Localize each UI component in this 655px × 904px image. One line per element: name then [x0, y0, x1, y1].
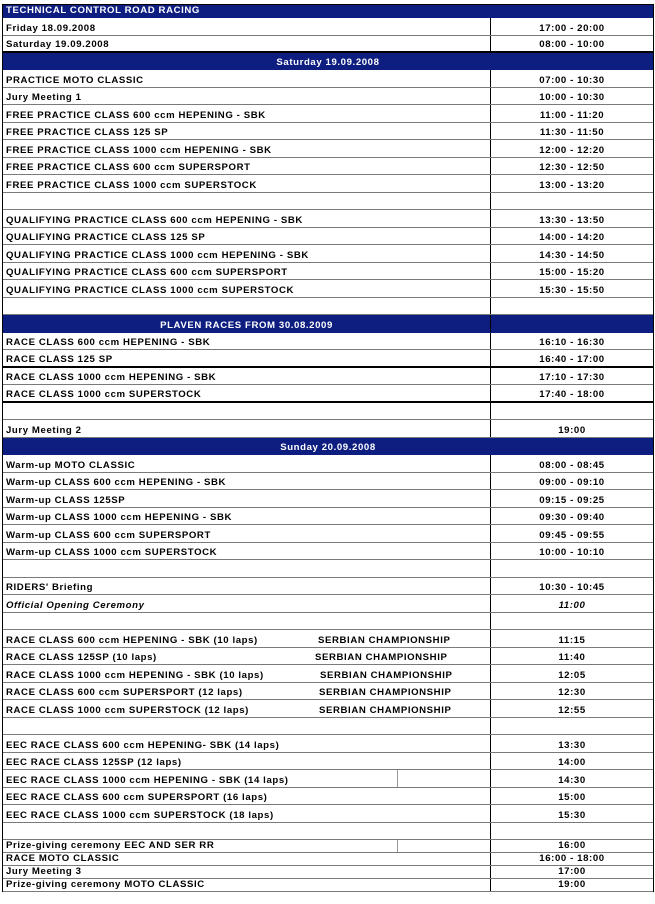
event-label: RACE CLASS 1000 ccm HEPENING - SBK: [6, 372, 217, 383]
time-cell: 11:30 - 11:50: [539, 127, 605, 138]
table-row: [3, 123, 653, 140]
time-cell: 11:00 - 11:20: [539, 110, 605, 121]
event-cell: [3, 683, 491, 699]
event-cell: [3, 245, 491, 262]
time-cell: 19:00: [558, 879, 586, 890]
section-header-row: [3, 438, 653, 455]
table-row: [3, 560, 653, 578]
event-cell: [3, 455, 491, 472]
event-cell: [3, 18, 491, 35]
event-label: FREE PRACTICE CLASS 600 ccm SUPERSPORT: [6, 162, 251, 173]
time-cell: 07:00 - 10:30: [539, 75, 605, 86]
event-cell: [3, 613, 491, 629]
championship-label: SERBIAN CHAMPIONSHIP: [315, 652, 448, 663]
event-cell: [3, 753, 491, 769]
time-cell: 16:10 - 16:30: [539, 337, 605, 348]
table-row: [3, 473, 653, 490]
event-cell: [3, 228, 491, 244]
table-row: [3, 613, 653, 630]
table-row: [3, 105, 653, 123]
time-cell: 15:00 - 15:20: [539, 267, 605, 278]
table-row: [3, 683, 653, 700]
event-cell: [3, 53, 653, 69]
event-label: FREE PRACTICE CLASS 125 SP: [6, 127, 169, 138]
event-label: RACE CLASS 600 ccm HEPENING - SBK (10 laps): [6, 635, 258, 646]
event-label: EEC RACE CLASS 600 ccm SUPERSPORT (16 laps): [6, 792, 268, 803]
event-cell: [3, 648, 491, 664]
event-label: Saturday 19.09.2008: [6, 39, 110, 50]
time-cell: 16:00 - 18:00: [539, 853, 605, 864]
event-cell: [3, 543, 491, 559]
time-cell: 15:30: [558, 810, 586, 821]
time-cell: 11:00: [558, 600, 586, 611]
time-cell: 14:00 - 14:20: [539, 232, 605, 243]
event-cell: [3, 280, 491, 297]
time-cell: 13:30 - 13:50: [539, 215, 605, 226]
table-row: [3, 866, 653, 879]
event-label: Jury Meeting 2: [6, 425, 82, 436]
event-cell: [3, 770, 491, 787]
event-label: RIDERS' Briefing: [6, 582, 94, 593]
event-label: RACE CLASS 1000 ccm HEPENING - SBK (10 laps): [6, 670, 264, 681]
championship-label: SERBIAN CHAMPIONSHIP: [319, 687, 452, 698]
table-row: [3, 88, 653, 105]
event-cell: [3, 805, 491, 822]
time-cell: 16:40 - 17:00: [539, 354, 605, 365]
event-label: Friday 18.09.2008: [6, 23, 96, 34]
event-cell: [3, 158, 491, 174]
championship-label: SERBIAN CHAMPIONSHIP: [319, 705, 452, 716]
table-row: [3, 280, 653, 298]
table-row: [3, 385, 653, 403]
time-cell: 11:15: [558, 635, 586, 646]
event-label: PRACTICE MOTO CLASSIC: [6, 75, 144, 86]
time-cell: 12:05: [558, 670, 586, 681]
time-cell: 12:30: [558, 687, 586, 698]
table-row: [3, 36, 653, 53]
event-cell: [3, 438, 653, 454]
event-label: Official Opening Ceremony: [6, 600, 145, 611]
event-cell: [3, 735, 491, 752]
championship-label: SERBIAN CHAMPIONSHIP: [320, 670, 453, 681]
table-row: [3, 455, 653, 473]
time-cell: 10:00 - 10:10: [539, 547, 605, 558]
table-row: [3, 525, 653, 543]
time-cell: 14:30: [558, 775, 586, 786]
event-label: QUALIFYING PRACTICE CLASS 600 ccm SUPERSPORT: [6, 267, 288, 278]
table-row: [3, 333, 653, 350]
event-label: Warm-up MOTO CLASSIC: [6, 460, 136, 471]
event-label: FREE PRACTICE CLASS 1000 ccm SUPERSTOCK: [6, 180, 257, 191]
section-title: Saturday 19.09.2008: [276, 57, 380, 68]
table-row: [3, 490, 653, 508]
time-cell: 11:40: [558, 652, 586, 663]
event-cell: [3, 88, 491, 104]
time-cell: 09:45 - 09:55: [539, 530, 605, 541]
time-cell: 13:30: [558, 740, 586, 751]
event-cell: [3, 298, 491, 314]
event-label: RACE MOTO CLASSIC: [6, 853, 120, 864]
table-row: [3, 595, 653, 613]
time-cell: 19:00: [558, 425, 586, 436]
table-row: [3, 228, 653, 245]
section-header-row: [3, 5, 653, 18]
event-cell: [3, 508, 491, 524]
event-label: RACE CLASS 1000 ccm SUPERSTOCK: [6, 389, 202, 400]
event-cell: [3, 595, 491, 612]
time-cell: 12:55: [558, 705, 586, 716]
event-cell: [3, 420, 491, 437]
table-row: [3, 245, 653, 263]
event-cell: [3, 840, 491, 852]
schedule-table: [2, 4, 654, 892]
table-row: [3, 175, 653, 193]
event-cell: [3, 473, 491, 489]
table-row: [3, 805, 653, 823]
time-cell: 10:30 - 10:45: [539, 582, 605, 593]
event-cell: [3, 385, 491, 401]
table-row: [3, 718, 653, 735]
table-row: [3, 420, 653, 438]
table-row: [3, 263, 653, 280]
table-row: [3, 210, 653, 228]
table-row: [3, 788, 653, 805]
table-row: [3, 298, 653, 315]
table-row: [3, 193, 653, 210]
section-title: PLAVEN RACES FROM 30.08.2009: [160, 320, 333, 331]
table-row: [3, 823, 653, 840]
section-header-row: [3, 315, 653, 333]
event-label: Warm-up CLASS 600 ccm HEPENING - SBK: [6, 477, 227, 488]
section-title: TECHNICAL CONTROL ROAD RACING: [6, 5, 200, 16]
time-cell: 17:10 - 17:30: [539, 372, 605, 383]
time-cell: 17:00 - 20:00: [539, 23, 605, 34]
table-row: [3, 648, 653, 665]
time-cell: 17:40 - 18:00: [539, 389, 605, 400]
section-header-row: [3, 53, 653, 70]
time-cell: 15:00: [558, 792, 586, 803]
event-label: QUALIFYING PRACTICE CLASS 1000 ccm HEPENING - SBK: [6, 250, 309, 261]
table-row: [3, 700, 653, 718]
section-title: Sunday 20.09.2008: [280, 442, 376, 453]
event-label: QUALIFYING PRACTICE CLASS 1000 ccm SUPERSTOCK: [6, 285, 295, 296]
event-label: RACE CLASS 600 ccm HEPENING - SBK: [6, 337, 211, 348]
time-cell: 08:00 - 10:00: [539, 39, 605, 50]
event-cell: [3, 123, 491, 139]
event-cell: [3, 823, 491, 839]
event-cell: [3, 36, 491, 51]
event-label: Prize-giving ceremony MOTO CLASSIC: [6, 879, 205, 890]
time-cell: 13:00 - 13:20: [539, 180, 605, 191]
event-label: EEC RACE CLASS 125SP (12 laps): [6, 757, 182, 768]
event-label: Warm-up CLASS 1000 ccm HEPENING - SBK: [6, 512, 233, 523]
event-label: RACE CLASS 125SP (10 laps): [6, 652, 157, 663]
table-row: [3, 630, 653, 648]
table-row: [3, 578, 653, 595]
table-row: [3, 158, 653, 175]
event-cell: [3, 490, 491, 507]
time-cell: 17:00: [558, 866, 586, 877]
event-label: FREE PRACTICE CLASS 600 ccm HEPENING - SBK: [6, 110, 266, 121]
table-row: [3, 879, 653, 892]
time-cell: 09:30 - 09:40: [539, 512, 605, 523]
event-cell: [3, 700, 491, 717]
event-cell: [3, 879, 491, 891]
table-row: [3, 70, 653, 88]
table-row: [3, 18, 653, 36]
event-label: Warm-up CLASS 125SP: [6, 495, 126, 506]
event-label: EEC RACE CLASS 1000 ccm HEPENING - SBK (14 laps): [6, 775, 289, 786]
table-row: [3, 403, 653, 420]
time-cell: 12:30 - 12:50: [539, 162, 605, 173]
event-label: Prize-giving ceremony EEC AND SER RR: [6, 840, 215, 851]
event-cell: [3, 560, 491, 577]
event-cell: [3, 70, 491, 87]
event-cell: [3, 578, 491, 594]
event-label: Warm-up CLASS 1000 ccm SUPERSTOCK: [6, 547, 218, 558]
time-cell: 08:00 - 08:45: [539, 460, 605, 471]
table-row: [3, 753, 653, 770]
event-label: RACE CLASS 125 SP: [6, 354, 113, 365]
event-cell: [3, 140, 491, 157]
event-label: Warm-up CLASS 600 ccm SUPERSPORT: [6, 530, 211, 541]
table-row: [3, 840, 653, 853]
event-cell: [3, 175, 491, 192]
event-label: RACE CLASS 1000 ccm SUPERSTOCK (12 laps): [6, 705, 249, 716]
time-cell: 14:30 - 14:50: [539, 250, 605, 261]
event-cell: [3, 665, 491, 682]
event-cell: [3, 210, 491, 227]
table-row: [3, 735, 653, 753]
cell-divider: [397, 840, 398, 852]
event-cell: [3, 866, 491, 878]
event-cell: [3, 630, 491, 647]
time-cell: 14:00: [558, 757, 586, 768]
time-cell: 09:15 - 09:25: [539, 495, 605, 506]
event-cell: [3, 788, 491, 804]
event-label: Jury Meeting 1: [6, 92, 82, 103]
event-cell: [3, 193, 491, 209]
table-row: [3, 543, 653, 560]
event-cell: [3, 853, 491, 865]
time-cell: 12:00 - 12:20: [539, 145, 605, 156]
event-cell: [3, 368, 491, 384]
table-row: [3, 350, 653, 368]
table-row: [3, 665, 653, 683]
table-row: [3, 508, 653, 525]
table-row: [3, 140, 653, 158]
time-cell: 15:30 - 15:50: [539, 285, 605, 296]
event-cell: [3, 525, 491, 542]
table-row: [3, 770, 653, 788]
event-cell: [3, 5, 653, 17]
event-cell: [3, 718, 491, 734]
time-cell: 16:00: [558, 840, 586, 851]
championship-label: SERBIAN CHAMPIONSHIP: [318, 635, 451, 646]
event-label: QUALIFYING PRACTICE CLASS 600 ccm HEPENING - SBK: [6, 215, 303, 226]
event-label: QUALIFYING PRACTICE CLASS 125 SP: [6, 232, 206, 243]
event-cell: [3, 263, 491, 279]
event-label: EEC RACE CLASS 1000 ccm SUPERSTOCK (18 laps): [6, 810, 274, 821]
event-cell: [3, 403, 491, 419]
cell-divider: [397, 770, 398, 787]
event-label: Jury Meeting 3: [6, 866, 82, 877]
time-cell: 09:00 - 09:10: [539, 477, 605, 488]
event-cell: [3, 315, 491, 332]
time-cell: 10:00 - 10:30: [539, 92, 605, 103]
table-row: [3, 853, 653, 866]
event-label: EEC RACE CLASS 600 ccm HEPENING- SBK (14 laps): [6, 740, 280, 751]
event-cell: [3, 333, 491, 349]
event-label: FREE PRACTICE CLASS 1000 ccm HEPENING - SBK: [6, 145, 272, 156]
table-row: [3, 368, 653, 385]
event-cell: [3, 350, 491, 366]
event-cell: [3, 105, 491, 122]
event-label: RACE CLASS 600 ccm SUPERSPORT (12 laps): [6, 687, 243, 698]
